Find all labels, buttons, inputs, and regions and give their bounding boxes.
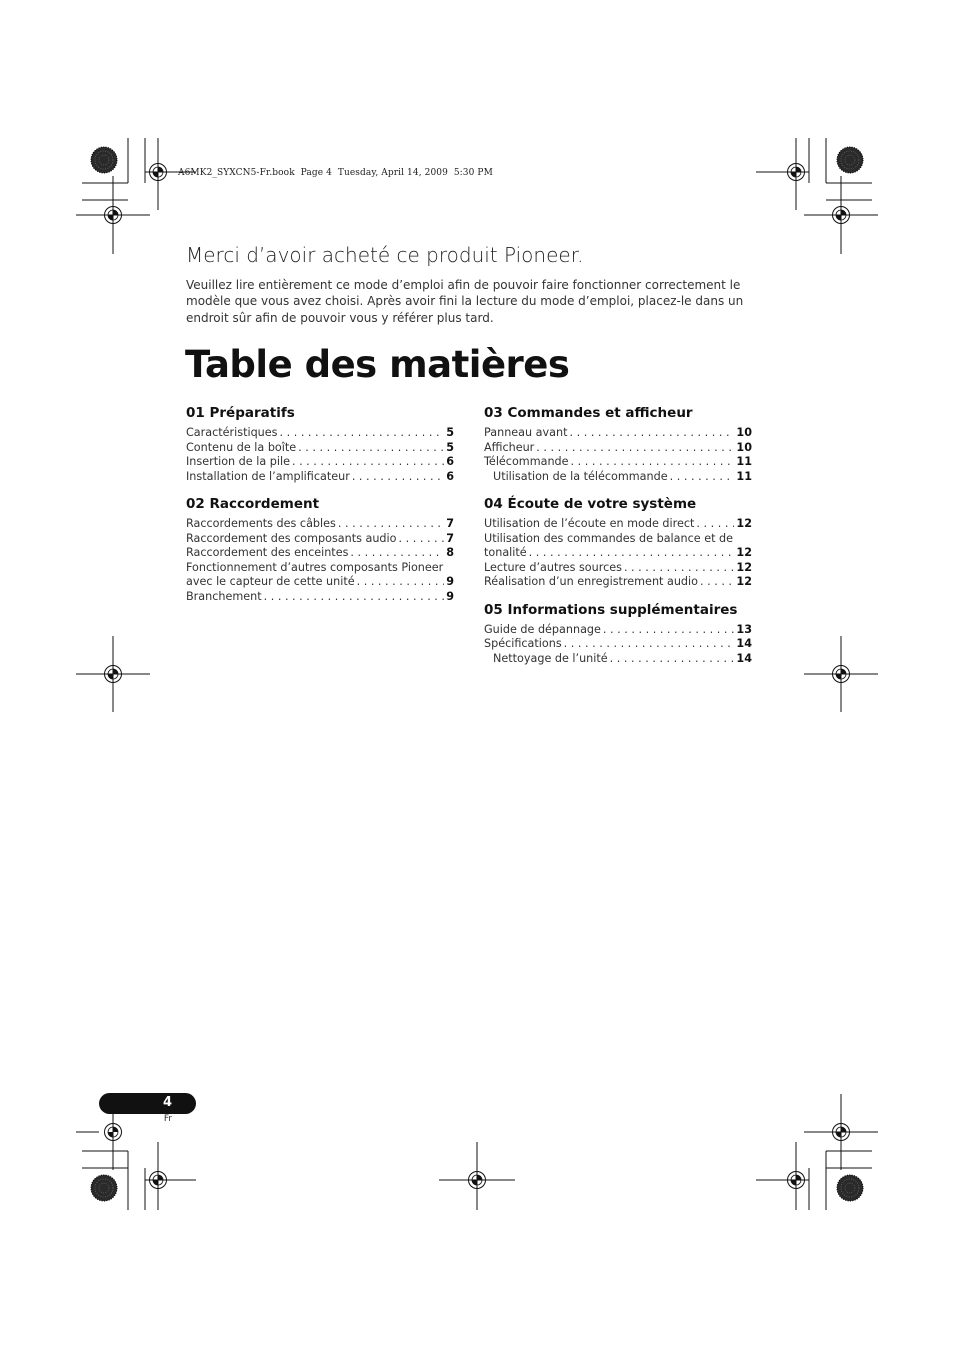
toc-section xyxy=(484,405,752,484)
toc-entry-page: 11 xyxy=(736,469,752,483)
dot-leader xyxy=(279,426,444,441)
toc-section xyxy=(484,602,752,667)
dot-leader xyxy=(357,575,445,590)
toc-entry-page: 10 xyxy=(736,440,752,454)
dot-leader xyxy=(670,470,735,485)
toc-entry-label: Raccordement des enceintes xyxy=(186,546,349,559)
print-header: A6MK2_SYXCN5-Fr.book Page 4 Tuesday, April 14, 2009 5:30 PM xyxy=(178,168,493,178)
toc-entry-label: tonalité xyxy=(484,546,527,559)
toc-entry[interactable] xyxy=(484,455,752,470)
toc-entry-page: 6 xyxy=(446,455,454,468)
toc-entry-label: Lecture d’autres sources xyxy=(484,560,622,574)
toc-entry[interactable] xyxy=(186,546,454,561)
toc-section xyxy=(186,496,454,604)
toc-entry-page: 9 xyxy=(446,589,454,603)
toc-entry[interactable] xyxy=(484,561,752,576)
toc-entry[interactable] xyxy=(186,590,454,605)
toc-entry-label: Utilisation de la télécommande xyxy=(493,469,668,483)
toc-entry-label: avec le capteur de cette unité xyxy=(186,575,355,588)
toc-entry[interactable] xyxy=(186,532,454,547)
dot-leader xyxy=(264,590,445,605)
toc-entry-page: 10 xyxy=(736,426,752,439)
toc-entry-page: 12 xyxy=(736,575,752,588)
toc-entry[interactable] xyxy=(484,441,752,456)
toc-entry-page: 14 xyxy=(736,637,752,650)
dot-leader xyxy=(338,517,444,532)
toc-entry[interactable] xyxy=(186,426,454,441)
intro-title: Merci d’avoir acheté ce produit Pioneer. xyxy=(186,243,584,267)
toc-entry-label: Branchement xyxy=(186,589,262,603)
toc-section xyxy=(484,496,752,590)
toc-entry[interactable] xyxy=(484,652,752,667)
section-heading: 03 Commandes et afficheur xyxy=(484,405,693,421)
toc-entry-label-line: Utilisation des commandes de balance et de xyxy=(484,531,733,545)
toc-entry[interactable] xyxy=(484,426,752,441)
toc-entry-label: Afficheur xyxy=(484,440,535,454)
dot-leader xyxy=(571,455,735,470)
toc-entry-page: 5 xyxy=(446,426,454,439)
toc-entry-page: 13 xyxy=(736,622,752,636)
toc-entry-page: 8 xyxy=(446,546,454,559)
dot-leader xyxy=(352,470,444,485)
toc-entry-label: Raccordements des câbles xyxy=(186,517,336,530)
toc-entry[interactable] xyxy=(186,575,454,590)
toc-entry[interactable] xyxy=(186,441,454,456)
toc-entry-label: Télécommande xyxy=(484,455,569,468)
toc-entry-page: 6 xyxy=(446,469,454,483)
toc-entry[interactable] xyxy=(484,517,752,532)
dot-leader xyxy=(529,546,735,561)
toc-section xyxy=(186,405,454,484)
toc-entry-label: Guide de dépannage xyxy=(484,622,601,636)
toc-entry[interactable] xyxy=(186,517,454,532)
toc-entry-page: 12 xyxy=(736,517,752,530)
page-language: Fr xyxy=(163,1114,173,1124)
toc-entry[interactable] xyxy=(484,623,752,638)
toc-entry[interactable] xyxy=(484,637,752,652)
section-heading: 05 Informations supplémentaires xyxy=(484,601,738,618)
toc-entry[interactable] xyxy=(484,575,752,590)
intro-text: Veuillez lire entièrement ce mode d’emploi afin de pouvoir faire fonctionner correctement le modèle que vous avez choisi. Après avoir fini la lecture du mode d’emploi, placez-le dans un endroit sûr afin de pouvoir vous y référer plus tard. xyxy=(186,278,744,325)
toc-entry-label: Spécifications xyxy=(484,637,562,650)
toc-entry-page: 11 xyxy=(736,455,752,468)
toc-entry-page: 9 xyxy=(446,575,454,588)
toc-column-right xyxy=(484,405,752,678)
dot-leader xyxy=(292,455,444,470)
dot-leader xyxy=(399,532,445,547)
toc-entry-label: Panneau avant xyxy=(484,426,568,439)
dot-leader xyxy=(696,517,734,532)
dot-leader xyxy=(350,546,444,561)
section-heading: 01 Préparatifs xyxy=(186,405,295,421)
dot-leader xyxy=(569,426,734,441)
toc-entry[interactable] xyxy=(484,546,752,561)
toc-entry-label: Insertion de la pile xyxy=(186,455,290,468)
dot-leader xyxy=(603,623,735,638)
toc-entry-page: 14 xyxy=(736,651,752,665)
toc-entry-label: Réalisation d’un enregistrement audio xyxy=(484,575,698,588)
toc-entry-label: Contenu de la boîte xyxy=(186,440,297,454)
toc-entry-label: Nettoyage de l’unité xyxy=(493,651,608,665)
toc-entry[interactable] xyxy=(186,455,454,470)
dot-leader xyxy=(700,575,734,590)
page-number: 4 xyxy=(162,1095,173,1110)
toc-entry-page: 12 xyxy=(736,546,752,559)
toc-entry-label: Utilisation de l’écoute en mode direct xyxy=(484,517,695,530)
toc-entry-page: 7 xyxy=(446,531,454,545)
toc-entry-label-line: Fonctionnement d’autres composants Pioneer xyxy=(186,560,444,574)
toc-entry-label: Raccordement des composants audio xyxy=(186,531,397,545)
section-heading: 04 Écoute de votre système xyxy=(484,496,697,512)
toc-entry-page: 12 xyxy=(736,560,752,574)
toc-entry-label: Caractéristiques xyxy=(186,426,278,439)
section-heading: 02 Raccordement xyxy=(186,496,320,512)
toc-entry-label: Installation de l’amplificateur xyxy=(186,469,350,483)
dot-leader xyxy=(610,652,735,667)
dot-leader xyxy=(564,637,735,652)
toc-title: Table des matières xyxy=(185,343,570,386)
toc-column-left xyxy=(186,405,454,616)
toc-entry[interactable] xyxy=(186,470,454,485)
dot-leader xyxy=(298,441,444,456)
dot-leader xyxy=(624,561,734,576)
toc-entry-page: 5 xyxy=(446,440,454,454)
toc-entry[interactable] xyxy=(484,470,752,485)
dot-leader xyxy=(536,441,734,456)
toc-entry-page: 7 xyxy=(446,517,454,530)
crop-mark-mid xyxy=(76,636,878,712)
